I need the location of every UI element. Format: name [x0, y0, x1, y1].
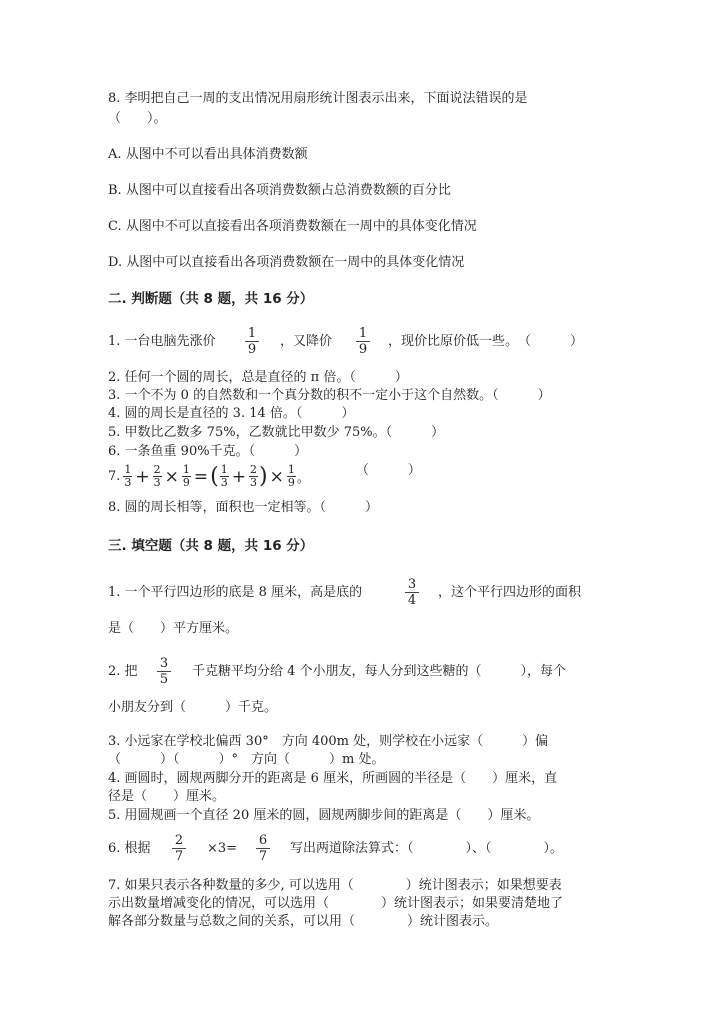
s2-q5: 5. 甲数比乙数多 75%，乙数就比甲数少 75%。（ ） — [108, 425, 445, 440]
q8-option-a: A. 从图中不可以看出具体消费数额 — [108, 147, 308, 162]
s3-q2-part-a: 2. 把 — [108, 664, 138, 679]
s2-q1-part-c: ，现价比原价低一些。 （ ） — [388, 334, 584, 349]
s3-q7-line1: 7. 如果只表示各种数量的多少, 可以选用（ ）统计图表示；如果想要表 — [108, 878, 562, 893]
s2-q4: 4. 圆的周长是直径的 3. 14 倍。（ ） — [108, 406, 355, 421]
s3-q5: 5. 用圆规画一个直径 20 厘米的圆，圆规两脚步间的距离是（ ）厘米。 — [108, 808, 540, 823]
s3-q2-fraction: $\frac{3}{5}$ — [157, 656, 171, 687]
s2-q7-expression: 7. 1 3 + $\frac{2}{3}$ × $\frac{1}{9}$ = ( 1 3 + $\frac{2}{3}$ ) × $\frac{1}{9}$ 。 （ ） — [108, 463, 421, 489]
s3-q3-line1: 3. 小远家在学校北偏西 30° 方向 400m 处，则学校在小远家（ ）偏 — [108, 734, 549, 749]
s2-q3: 3. 一个不为 0 的自然数和一个真分数的积不一定小于这个自然数。（ ） — [108, 388, 551, 403]
s3-q4-line2: 径是（ ）厘米。 — [108, 789, 226, 804]
s2-q2: 2. 任何一个圆的周长，总是直径的 π 倍。（ ） — [108, 370, 408, 385]
s2-q1-fraction1: $\frac{1}{9}$ — [245, 326, 259, 357]
s3-q3-line2: （ ）（ ）° 方向（ ）m 处。 — [108, 752, 385, 767]
s3-q6-fraction1: $\frac{2}{7}$ — [172, 833, 186, 864]
s3-q1-part-b: ，这个平行四边形的面积 — [438, 585, 582, 600]
s3-q7-line3: 解各部分数量与总数之间的关系，可以用（ ）统计图表示。 — [108, 914, 499, 929]
s2-q1-fraction2: $\frac{1}{9}$ — [356, 326, 370, 357]
s2-q6: 6. 一条鱼重 90%千克。（ ） — [108, 444, 308, 459]
q8-option-d: D. 从图中可以直接看出各项消费数额在一周中的具体变化情况 — [108, 255, 465, 270]
q8-stem-line1: 8. 李明把自己一周的支出情况用扇形统计图表示出来，下面说法错误的是 — [108, 91, 528, 106]
q8-option-c: C. 从图中不可以直接看出各项消费数额在一周中的具体变化情况 — [108, 219, 477, 234]
q8-stem-line2: （ ）。 — [108, 111, 167, 126]
s2-q1-part-a: 1. 一台电脑先涨价 — [108, 334, 216, 349]
s3-q7-line2: 示出数量增减变化的情况，可以选用（ ）统计图表示；如果要清楚地了 — [108, 896, 564, 911]
s2-q1-part-b: ，又降价 — [280, 334, 333, 349]
s3-q6-part-a: 6. 根据 — [108, 841, 151, 856]
s3-q1-fraction: $\frac{3}{4}$ — [405, 577, 419, 608]
s3-q4-line1: 4. 画圆时，圆规两脚分开的距离是 6 厘米，所画圆的半径是（ ）厘米，直 — [108, 771, 558, 786]
s3-q2-part-c: 小朋友分到（ ）千克。 — [108, 700, 278, 715]
s3-q6-fraction2: $\frac{6}{7}$ — [256, 833, 270, 864]
section2-title: 二. 判断题（共 8 题，共 16 分） — [108, 291, 314, 307]
section3-title: 三. 填空题（共 8 题，共 16 分） — [108, 538, 314, 554]
s3-q1-part-a: 1. 一个平行四边形的底是 8 厘米，高是底的 — [108, 585, 363, 600]
s3-q2-part-b: 千克糖平均分给 4 个小朋友，每人分到这些糖的（ ），每个 — [192, 664, 567, 679]
s2-q8: 8. 圆的周长相等，面积也一定相等。（ ） — [108, 500, 379, 515]
q8-option-b: B. 从图中可以直接看出各项消费数额占总消费数额的百分比 — [108, 183, 451, 198]
s3-q6-part-b: ×3= — [207, 841, 238, 856]
s3-q6-part-c: 写出两道除法算式：（ ）、（ ）。 — [290, 841, 564, 856]
s3-q1-part-c: 是（ ）平方厘米。 — [108, 621, 239, 636]
